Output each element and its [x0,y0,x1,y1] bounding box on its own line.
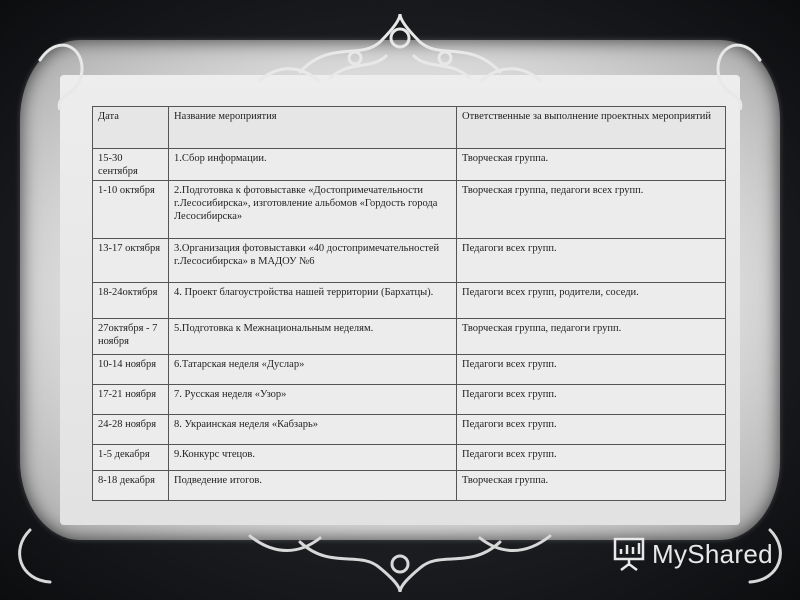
row-responsible: Творческая группа. [457,471,726,501]
row-event: 8. Украинская неделя «Кабзарь» [169,415,457,445]
row-date: 8-18 декабря [93,471,169,501]
table-row [93,445,726,471]
row-event: 3.Организация фотовыставки «40 достопримечательностей г.Лесосибирска» в МАДОУ №6 [169,239,457,283]
table-row [93,283,726,319]
table-header-row [93,107,726,149]
row-responsible: Педагоги всех групп. [457,385,726,415]
header-date: Дата [93,107,169,149]
table-row [93,239,726,283]
row-date: 15-30 сентября [93,149,169,181]
row-responsible: Педагоги всех групп, родители, соседи. [457,283,726,319]
row-responsible: Творческая группа. [457,149,726,181]
table-row [93,149,726,181]
header-event: Название мероприятия [169,107,457,149]
row-event: 9.Конкурс чтецов. [169,445,457,471]
row-responsible: Педагоги всех групп. [457,415,726,445]
table-row [93,471,726,501]
row-event: Подведение итогов. [169,471,457,501]
row-date: 1-10 октября [93,181,169,239]
row-event: 2.Подготовка к фотовыставке «Достопримечательности г.Лесосибирска», изготовление альбомов «Гордость города Лесосибирска» [169,181,457,239]
row-event: 4. Проект благоустройства нашей территории (Бархатцы). [169,283,457,319]
row-responsible: Педагоги всех групп. [457,239,726,283]
top-ornament-icon [0,0,800,110]
table-row [93,181,726,239]
row-responsible: Творческая группа, педагоги всех групп. [457,181,726,239]
watermark-brand: MyShared [652,538,773,569]
row-event: 7. Русская неделя «Узор» [169,385,457,415]
row-responsible: Творческая группа, педагоги групп. [457,319,726,355]
row-responsible: Педагоги всех групп. [457,445,726,471]
watermark-logo[interactable] [612,536,773,572]
table-row [93,319,726,355]
header-responsible: Ответственные за выполнение проектных мероприятий [457,107,726,149]
row-event: 6.Татарская неделя «Дуслар» [169,355,457,385]
table-row [93,415,726,445]
row-date: 10-14 ноября [93,355,169,385]
row-date: 27октября - 7 ноября [93,319,169,355]
table-row [93,385,726,415]
row-responsible: Педагоги всех групп. [457,355,726,385]
row-date: 17-21 ноября [93,385,169,415]
row-date: 13-17 октября [93,239,169,283]
row-event: 5.Подготовка к Межнациональным неделям. [169,319,457,355]
row-date: 1-5 декабря [93,445,169,471]
row-date: 18-24октября [93,283,169,319]
table-row [93,355,726,385]
row-event: 1.Сбор информации. [169,149,457,181]
presentation-board-icon [612,536,646,572]
schedule-table [92,106,726,501]
row-date: 24-28 ноября [93,415,169,445]
